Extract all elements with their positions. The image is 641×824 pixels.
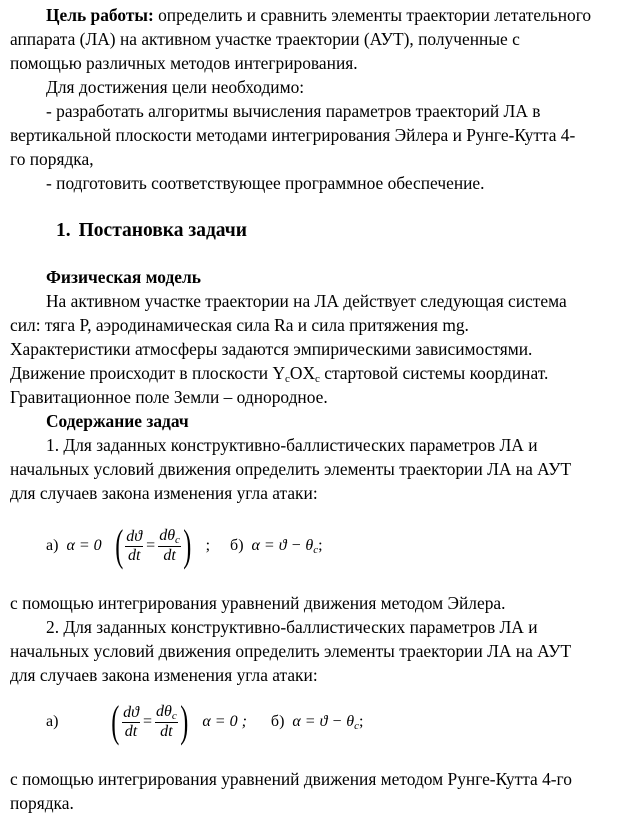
f2-frac2-den: dt (160, 723, 173, 740)
f1-frac1 (125, 528, 143, 565)
task1-line2: начальных условий движения определить элементы траектории ЛА на АУТ (10, 459, 572, 479)
f2-a-expr: α = 0 ; (202, 713, 247, 730)
f2-b-label: б) (270, 713, 285, 730)
pm-line4 (10, 362, 548, 389)
f2-frac2-num (155, 703, 178, 722)
pm-line4-b: OX (289, 363, 316, 383)
para2-line2: - разработать алгоритмы вычисления параметров траекторий ЛА в (46, 101, 541, 121)
f2-right-paren: ) (180, 697, 189, 746)
f1-b-end: ; (318, 537, 323, 554)
section-title: Постановка задачи (78, 220, 248, 241)
f2-eq: = (142, 713, 152, 730)
task1-line1: 1. Для заданных конструктивно-баллистических параметров ЛА и (46, 435, 538, 455)
pm-line4-c: стартовой системы координат. (319, 363, 549, 383)
f1-frac2-num-sub: c (175, 534, 180, 546)
f2-frac2 (155, 703, 178, 741)
goal-label: Цель работы: (46, 5, 154, 25)
f2-frac2-num-main: dθ (155, 703, 172, 720)
formula-2 (46, 698, 363, 746)
f1-b-sub: c (313, 543, 319, 556)
f1-a-label: а) (46, 537, 59, 554)
task2-after-line2: порядка. (10, 793, 74, 813)
f1-right-paren: ) (183, 521, 192, 570)
para2-line1: Для достижения цели необходимо: (46, 77, 305, 97)
f2-frac1-den: dt (124, 722, 138, 740)
task1-after: с помощью интегрирования уравнений движения методом Эйлера. (10, 593, 506, 613)
formula-1 (46, 522, 323, 570)
pm-line2: сил: тяга P, аэродинамическая сила Ra и сила притяжения mg. (10, 315, 469, 335)
section-heading (56, 219, 247, 243)
para2-line5: - подготовить соответствующее программное обеспечение. (46, 173, 485, 193)
f1-frac1-den: dt (128, 546, 141, 564)
pm-line4-sub2: c (315, 373, 320, 385)
f2-b-sub: c (354, 719, 359, 732)
f1-eq: = (146, 537, 156, 554)
para2-line4: го порядка, (10, 149, 94, 169)
pm-line5: Гравитационное поле Земли – однородное. (10, 387, 328, 407)
f2-frac1-num: dϑ (123, 703, 139, 721)
para2-line3: вертикальной плоскости методами интегрирования Эйлера и Рунге-Кутта 4- (10, 125, 576, 145)
f1-b-expr-main: α = ϑ − θ (251, 536, 314, 554)
f1-left-paren: ( (114, 521, 123, 570)
f1-b-label: б) (230, 537, 244, 554)
task2-line1: 2. Для заданных конструктивно-баллистических параметров ЛА и (46, 617, 538, 637)
task2-after-line1: с помощью интегрирования уравнений движения методом Рунге-Кутта 4-го (10, 769, 572, 789)
task2-line3: для случаев закона изменения угла атаки: (10, 665, 318, 685)
f2-a-label: а) (46, 713, 59, 730)
para1-line3: помощью различных методов интегрирования. (10, 53, 358, 73)
pm-line4-sub1: c (285, 373, 290, 385)
task1-line3: для случаев закона изменения угла атаки: (10, 483, 318, 503)
f2-b-expr (292, 712, 359, 733)
f1-frac2-num (158, 527, 181, 546)
f2-frac2-num-sub: c (171, 710, 177, 722)
f2-left-paren: ( (111, 697, 120, 746)
f1-frac1-num: dϑ (126, 527, 143, 545)
pm-line1: На активном участке траектории на ЛА действует следующая система (46, 291, 567, 311)
tasks-heading: Содержание задач (46, 411, 189, 431)
physical-model-heading: Физическая модель (46, 267, 201, 287)
pm-line4-a: Движение происходит в плоскости Y (10, 363, 286, 383)
f1-frac2-num-main: dθ (159, 527, 176, 544)
f2-frac1 (122, 704, 140, 741)
f1-semi: ; (205, 537, 211, 554)
para1-line1-text: определить и сравнить элементы траектории летательного (153, 5, 592, 25)
f1-a-expr: α = 0 (66, 537, 102, 554)
para1-line1 (46, 4, 591, 28)
section-number: 1. (56, 220, 71, 241)
task2-line2: начальных условий движения определить элементы траектории ЛА на АУТ (10, 641, 572, 661)
pm-line3: Характеристики атмосферы задаются эмпирическими зависимостями. (10, 339, 533, 359)
f2-b-expr-main: α = ϑ − θ (292, 712, 355, 730)
f1-b-expr (252, 536, 319, 557)
f1-frac2-den: dt (163, 547, 176, 564)
f1-frac2 (158, 527, 181, 565)
f2-b-end: ; (358, 713, 364, 730)
para1-line2: аппарата (ЛА) на активном участке траектории (АУТ), полученные с (10, 29, 520, 49)
